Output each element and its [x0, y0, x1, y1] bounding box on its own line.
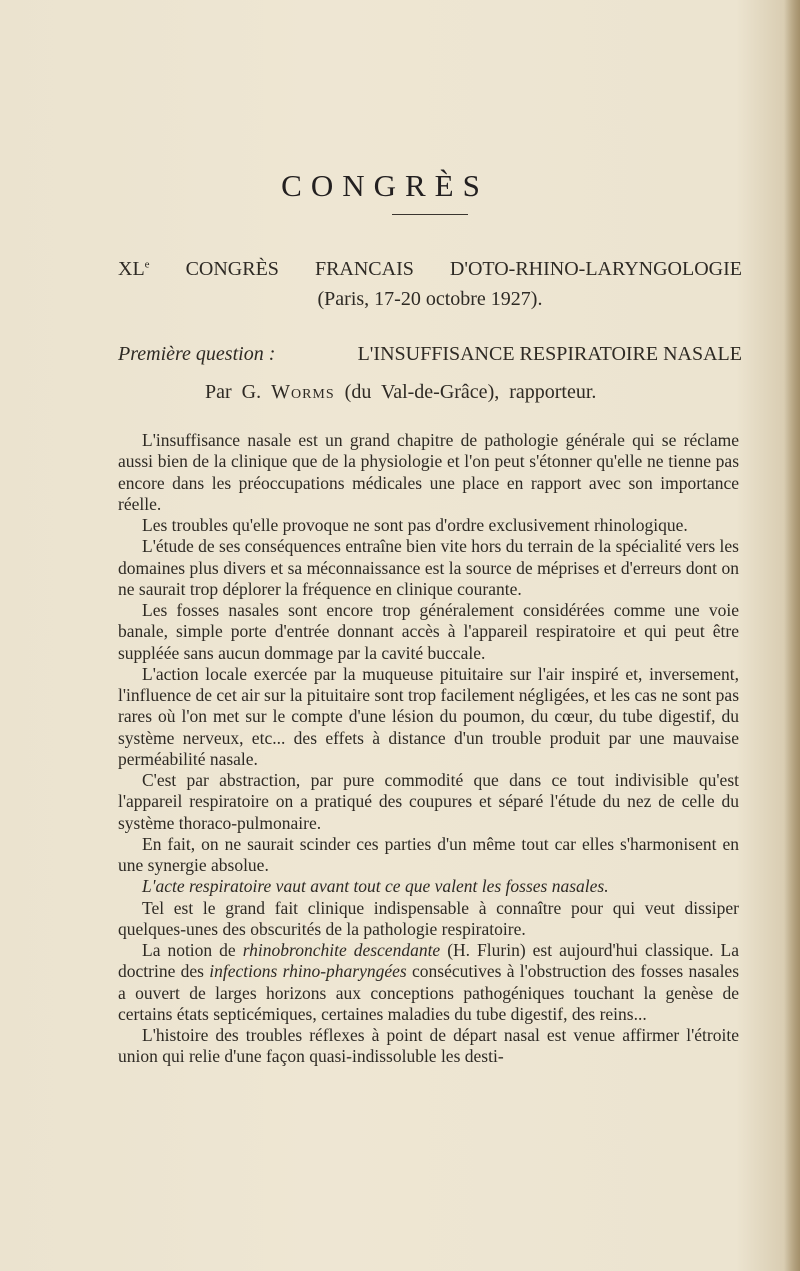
paragraph-italic: L'acte respiratoire vaut avant tout ce que valent les fosses nasales. [142, 876, 609, 897]
heading-rule [392, 214, 468, 215]
author-line [205, 381, 596, 404]
paragraph: C'est par abstraction, par pure commodité que dans ce tout indivisible qu'est l'appareil respiratoire on a pratiqué des coupures et séparé l'étude du nez de celle du système thoraco-pulmonaire. [118, 770, 739, 833]
congress-word-3: D'OTO-RHINO-LARYNGOLOGIE [449, 258, 742, 280]
paragraph: Les troubles qu'elle provoque ne sont pas d'ordre exclusivement rhinologique. [142, 515, 688, 535]
question-subject: L'INSUFFISANCE RESPIRATOIRE NASALE [357, 343, 742, 365]
author-name: Worms [271, 381, 335, 403]
author-affiliation: (du Val-de-Grâce), rapporteur. [344, 381, 597, 403]
congress-word-1: CONGRÈS [185, 258, 279, 280]
congress-title [118, 258, 742, 281]
question-label: Première question : [118, 343, 276, 365]
article-body [118, 430, 739, 1068]
section-heading: CONGRÈS [281, 168, 489, 203]
paragraph: Tel est le grand fait clinique indispensable à connaître pour qui veut dissiper quelques-unes des obscurités de la pathologie respiratoire. [118, 897, 739, 939]
paragraph: L'action locale exercée par la muqueuse pituitaire sur l'air inspiré et, inversement, l'influence de cet air sur la pituitaire sont trop facilement négligées, et les cas ne sont pas rares où l'on met sur le compte d'une lésion du poumon, du cœur, du tube digestif, du système nerveux, etc... des effets à distance d'un trouble produit par une mauvaise perméabilité nasale. [118, 663, 739, 769]
paragraph: En fait, on ne saurait scinder ces parties d'un même tout car elles s'harmonisent en une synergie absolue. [118, 833, 739, 875]
paragraph: La notion de rhinobronchite descendante (H. Flurin) est aujourd'hui classique. La doctrine des infections rhino-pharyngées consécutives à l'obstruction des fosses nasales a ouvert de larges horizons aux conceptions pathogéniques touchant la genèse de certains états septicémiques, certaines maladies du tube digestif, des reins... [118, 940, 740, 1024]
congress-word-2: FRANCAIS [314, 258, 414, 280]
question-heading [118, 343, 742, 366]
page-edge-shadow [784, 0, 800, 1271]
paragraph: L'insuffisance nasale est un grand chapitre de pathologie générale qui se réclame aussi bien de la clinique que de la physiologie et l'on peut s'étonner qu'elle ne tienne pas encore dans les préoccupations médicales une place en rapport avec son importance réelle. [118, 430, 739, 514]
congress-ordinal: XLe [118, 258, 150, 280]
author-prefix: Par G. [205, 381, 262, 403]
paragraph: L'histoire des troubles réflexes à point de départ nasal est venue affirmer l'étroite union qui relie d'une façon quasi-indissoluble les desti- [118, 1025, 739, 1067]
paragraph: Les fosses nasales sont encore trop généralement considérées comme une voie banale, simple porte d'entrée donnant accès à l'appareil respiratoire et qui peut être suppléée sans aucun dommage par la cavité buccale. [118, 600, 739, 663]
paragraph: L'étude de ses conséquences entraîne bien vite hors du terrain de la spécialité vers les domaines plus divers et sa méconnaissance est la source de méprises et d'erreurs dont on ne saurait trop déplorer la fréquence en clinique courante. [118, 536, 739, 599]
congress-place-date: (Paris, 17-20 octobre 1927). [317, 288, 543, 310]
